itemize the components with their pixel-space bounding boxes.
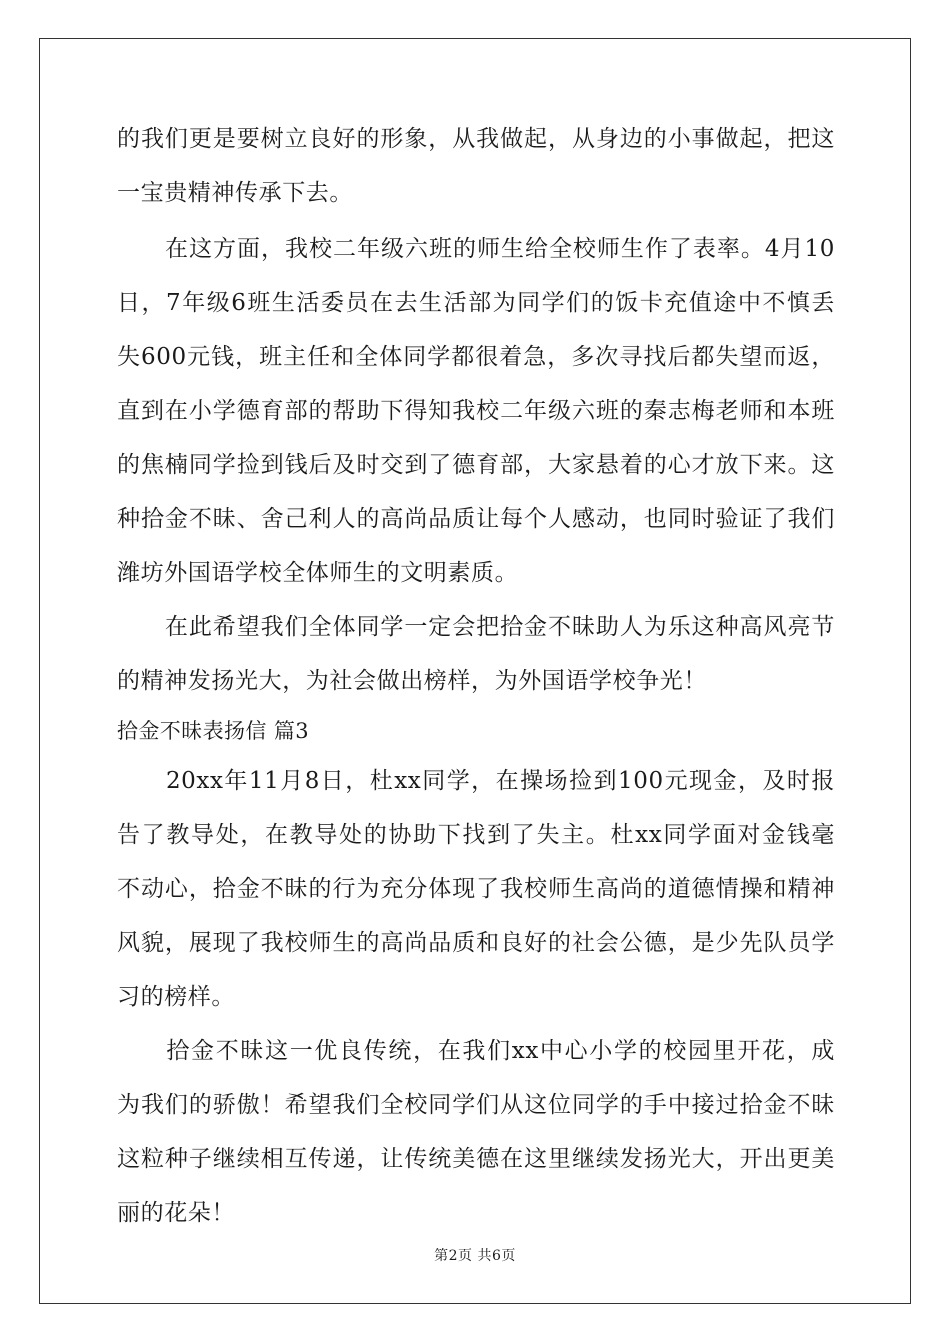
text-line: 不动心，拾金不昧的行为充分体现了我校师生高尚的道德情操和精神 (117, 876, 835, 902)
text-line: 拾金不昧这一优良传统，在我们xx中心小学的校园里开花，成 (117, 1038, 835, 1064)
text-line: 习的榜样。 (117, 984, 235, 1010)
text-line: 日，7年级6班生活委员在去生活部为同学们的饭卡充值途中不慎丢 (117, 290, 835, 316)
section-heading: 拾金不昧表扬信 篇3 (117, 719, 310, 743)
text-line: 潍坊外国语学校全体师生的文明素质。 (117, 560, 519, 586)
text-line: 的焦楠同学捡到钱后及时交到了德育部，大家悬着的心才放下来。这 (117, 452, 835, 478)
text-line: 一宝贵精神传承下去。 (117, 180, 353, 206)
text-line: 这粒种子继续相互传递，让传统美德在这里继续发扬光大，开出更美 (117, 1146, 835, 1172)
text-line: 在此希望我们全体同学一定会把拾金不昧助人为乐这种高风亮节 (117, 614, 835, 640)
text-line: 失600元钱，班主任和全体同学都很着急，多次寻找后都失望而返， (117, 344, 835, 370)
text-line: 20xx年11月8日，杜xx同学，在操场捡到100元现金，及时报 (117, 768, 835, 794)
text-line: 丽的花朵！ (117, 1200, 235, 1226)
text-line: 的精神发扬光大，为社会做出榜样，为外国语学校争光！ (117, 668, 707, 694)
text-line: 的我们更是要树立良好的形象，从我做起，从身边的小事做起，把这 (117, 126, 835, 152)
text-line: 种拾金不昧、舍己利人的高尚品质让每个人感动，也同时验证了我们 (117, 506, 835, 532)
text-line: 为我们的骄傲！希望我们全校同学们从这位同学的手中接过拾金不昧 (117, 1092, 835, 1118)
text-line: 直到在小学德育部的帮助下得知我校二年级六班的秦志梅老师和本班 (117, 398, 835, 424)
text-line: 风貌，展现了我校师生的高尚品质和良好的社会公德，是少先队员学 (117, 930, 835, 956)
text-line: 告了教导处，在教导处的协助下找到了失主。杜xx同学面对金钱毫 (117, 822, 835, 848)
page-number: 第2页 共6页 (434, 1248, 516, 1264)
text-line: 在这方面，我校二年级六班的师生给全校师生作了表率。4月10 (117, 236, 835, 262)
